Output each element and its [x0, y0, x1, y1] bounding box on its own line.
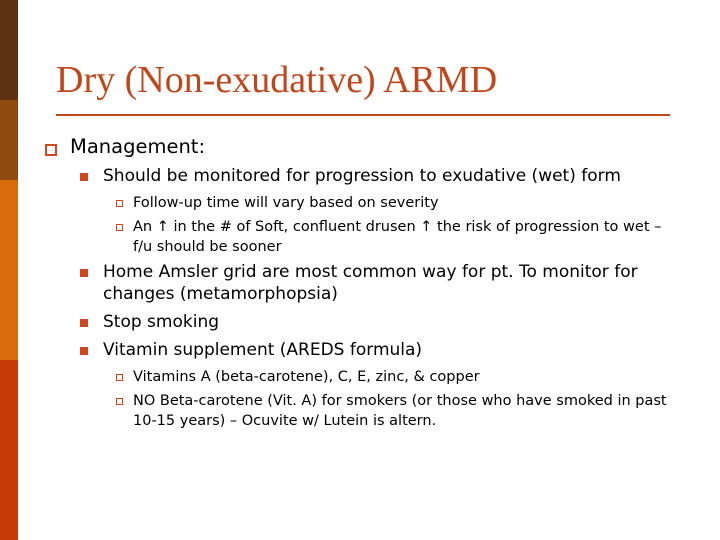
outline-item-level-2: Should be monitored for progression to exudative (wet) form	[103, 166, 621, 186]
outline-item-level-2: Home Amsler grid are most common way for pt. To monitor for changes (metamorphopsia)	[103, 262, 638, 304]
hollow-square-bullet-icon	[116, 374, 123, 381]
outline-item-level-2: Vitamin supplement (AREDS formula)	[103, 340, 423, 360]
slide-title: Dry (Non-exudative) ARMD	[56, 59, 498, 101]
outline-item-level-1: Management:	[70, 135, 206, 158]
outline-item-level-3: NO Beta-carotene (Vit. A) for smokers (or those who have smoked in past 10-15 years) – Ocuvite w/ Lutein is altern.	[133, 393, 667, 429]
filled-square-bullet-icon	[80, 173, 88, 181]
filled-square-bullet-icon	[80, 319, 88, 327]
filled-square-bullet-icon	[80, 347, 88, 355]
square-bullet-icon	[45, 144, 57, 156]
hollow-square-bullet-icon	[116, 398, 123, 405]
filled-square-bullet-icon	[80, 269, 88, 277]
outline-item-level-2: Stop smoking	[103, 312, 220, 332]
outline-item-level-3: An ↑ in the # of Soft, confluent drusen ↑ the risk of progression to wet – f/u should be sooner	[133, 219, 662, 255]
outline-item-level-3: Vitamins A (beta-carotene), C, E, zinc, & copper	[133, 369, 480, 385]
hollow-square-bullet-icon	[116, 200, 123, 207]
outline-item-level-3: Follow-up time will vary based on severity	[133, 195, 439, 211]
hollow-square-bullet-icon	[116, 224, 123, 231]
